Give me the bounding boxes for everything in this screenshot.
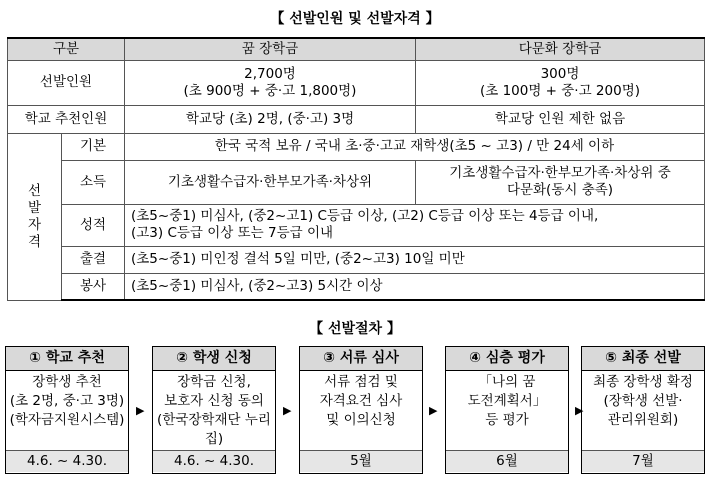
multi-count: 300명 (초 100명 + 중·고 200명) [416, 60, 705, 105]
arrow-right-icon: ▶ [429, 404, 438, 417]
step-body: 장학생 추천 (초 2명, 중·고 3명) (학자금지원시스템) [9, 374, 125, 428]
step-final-selection [581, 346, 705, 474]
grade-value: (초5~중1) 미심사, (중2~고1) C등급 이상, (고2) C등급 이상 또는 4등급 이내, (고3) C등급 이상 또는 7등급 이내 [125, 204, 705, 246]
step-date: 6월 [446, 450, 568, 472]
step-document-review [299, 346, 423, 474]
arrow-right-icon: ▶ [136, 404, 145, 417]
step-school-recommendation [5, 346, 129, 474]
row-label-attendance: 출결 [62, 246, 125, 273]
step-body: 서류 점검 및 자격요건 심사 및 이의신청 [319, 374, 403, 428]
row-label-basic: 기본 [62, 133, 125, 160]
dream-school: 학교당 (초) 2명, (중·고) 3명 [125, 105, 416, 133]
step-in-depth-evaluation [445, 346, 569, 474]
step-title: ② 학생 신청 [153, 347, 275, 371]
qualification-label: 선 발 자 격 [8, 133, 62, 300]
section-title-procedure: 【 선발절차 】 [309, 321, 401, 337]
dream-income: 기초생활수급자·한부모가족·차상위 [125, 160, 416, 204]
row-label-service: 봉사 [62, 273, 125, 300]
row-label-school: 학교 추천인원 [8, 105, 125, 133]
section-title-selection: 【 선발인원 및 선발자격 】 [270, 11, 440, 27]
header-category: 구분 [8, 38, 125, 60]
procedure-flow [0, 346, 710, 476]
step-body: 「나의 꿈 도전계획서」 등 평가 [467, 374, 547, 428]
basic-value: 한국 국적 보유 / 국내 초·중·고교 재학생(초5 ~ 고3) / 만 24세 이하 [125, 133, 705, 160]
multi-school: 학교당 인원 제한 없음 [416, 105, 705, 133]
row-label-count: 선발인원 [8, 60, 125, 105]
row-label-income: 소득 [62, 160, 125, 204]
step-title: ④ 심층 평가 [446, 347, 568, 371]
step-student-application [152, 346, 276, 474]
step-body: 최종 장학생 확정 (장학생 선발· 관리위원회) [593, 374, 693, 428]
step-date: 7월 [582, 450, 704, 472]
step-date: 4.6. ~ 4.30. [6, 450, 128, 472]
header-dream-scholarship: 꿈 장학금 [125, 38, 416, 60]
arrow-right-icon: ▶ [575, 404, 584, 417]
service-value: (초5~중1) 미심사, (중2~고3) 5시간 이상 [125, 273, 705, 300]
step-date: 5월 [300, 450, 422, 472]
step-title: ① 학교 추천 [6, 347, 128, 371]
row-label-grade: 성적 [62, 204, 125, 246]
dream-count: 2,700명 (초 900명 + 중·고 1,800명) [125, 60, 416, 105]
header-multicultural-scholarship: 다문화 장학금 [416, 38, 705, 60]
step-date: 4.6. ~ 4.30. [153, 450, 275, 472]
multi-income: 기초생활수급자·한부모가족·차상위 중 다문화(동시 충족) [416, 160, 705, 204]
step-body: 장학금 신청, 보호자 신청 동의 (한국장학재단 누리집) [157, 374, 271, 447]
step-title: ③ 서류 심사 [300, 347, 422, 371]
attendance-value: (초5~중1) 미인정 결석 5일 미만, (중2~고3) 10일 미만 [125, 246, 705, 273]
step-title: ⑤ 최종 선발 [582, 347, 704, 371]
selection-table [7, 37, 705, 301]
arrow-right-icon: ▶ [283, 404, 292, 417]
